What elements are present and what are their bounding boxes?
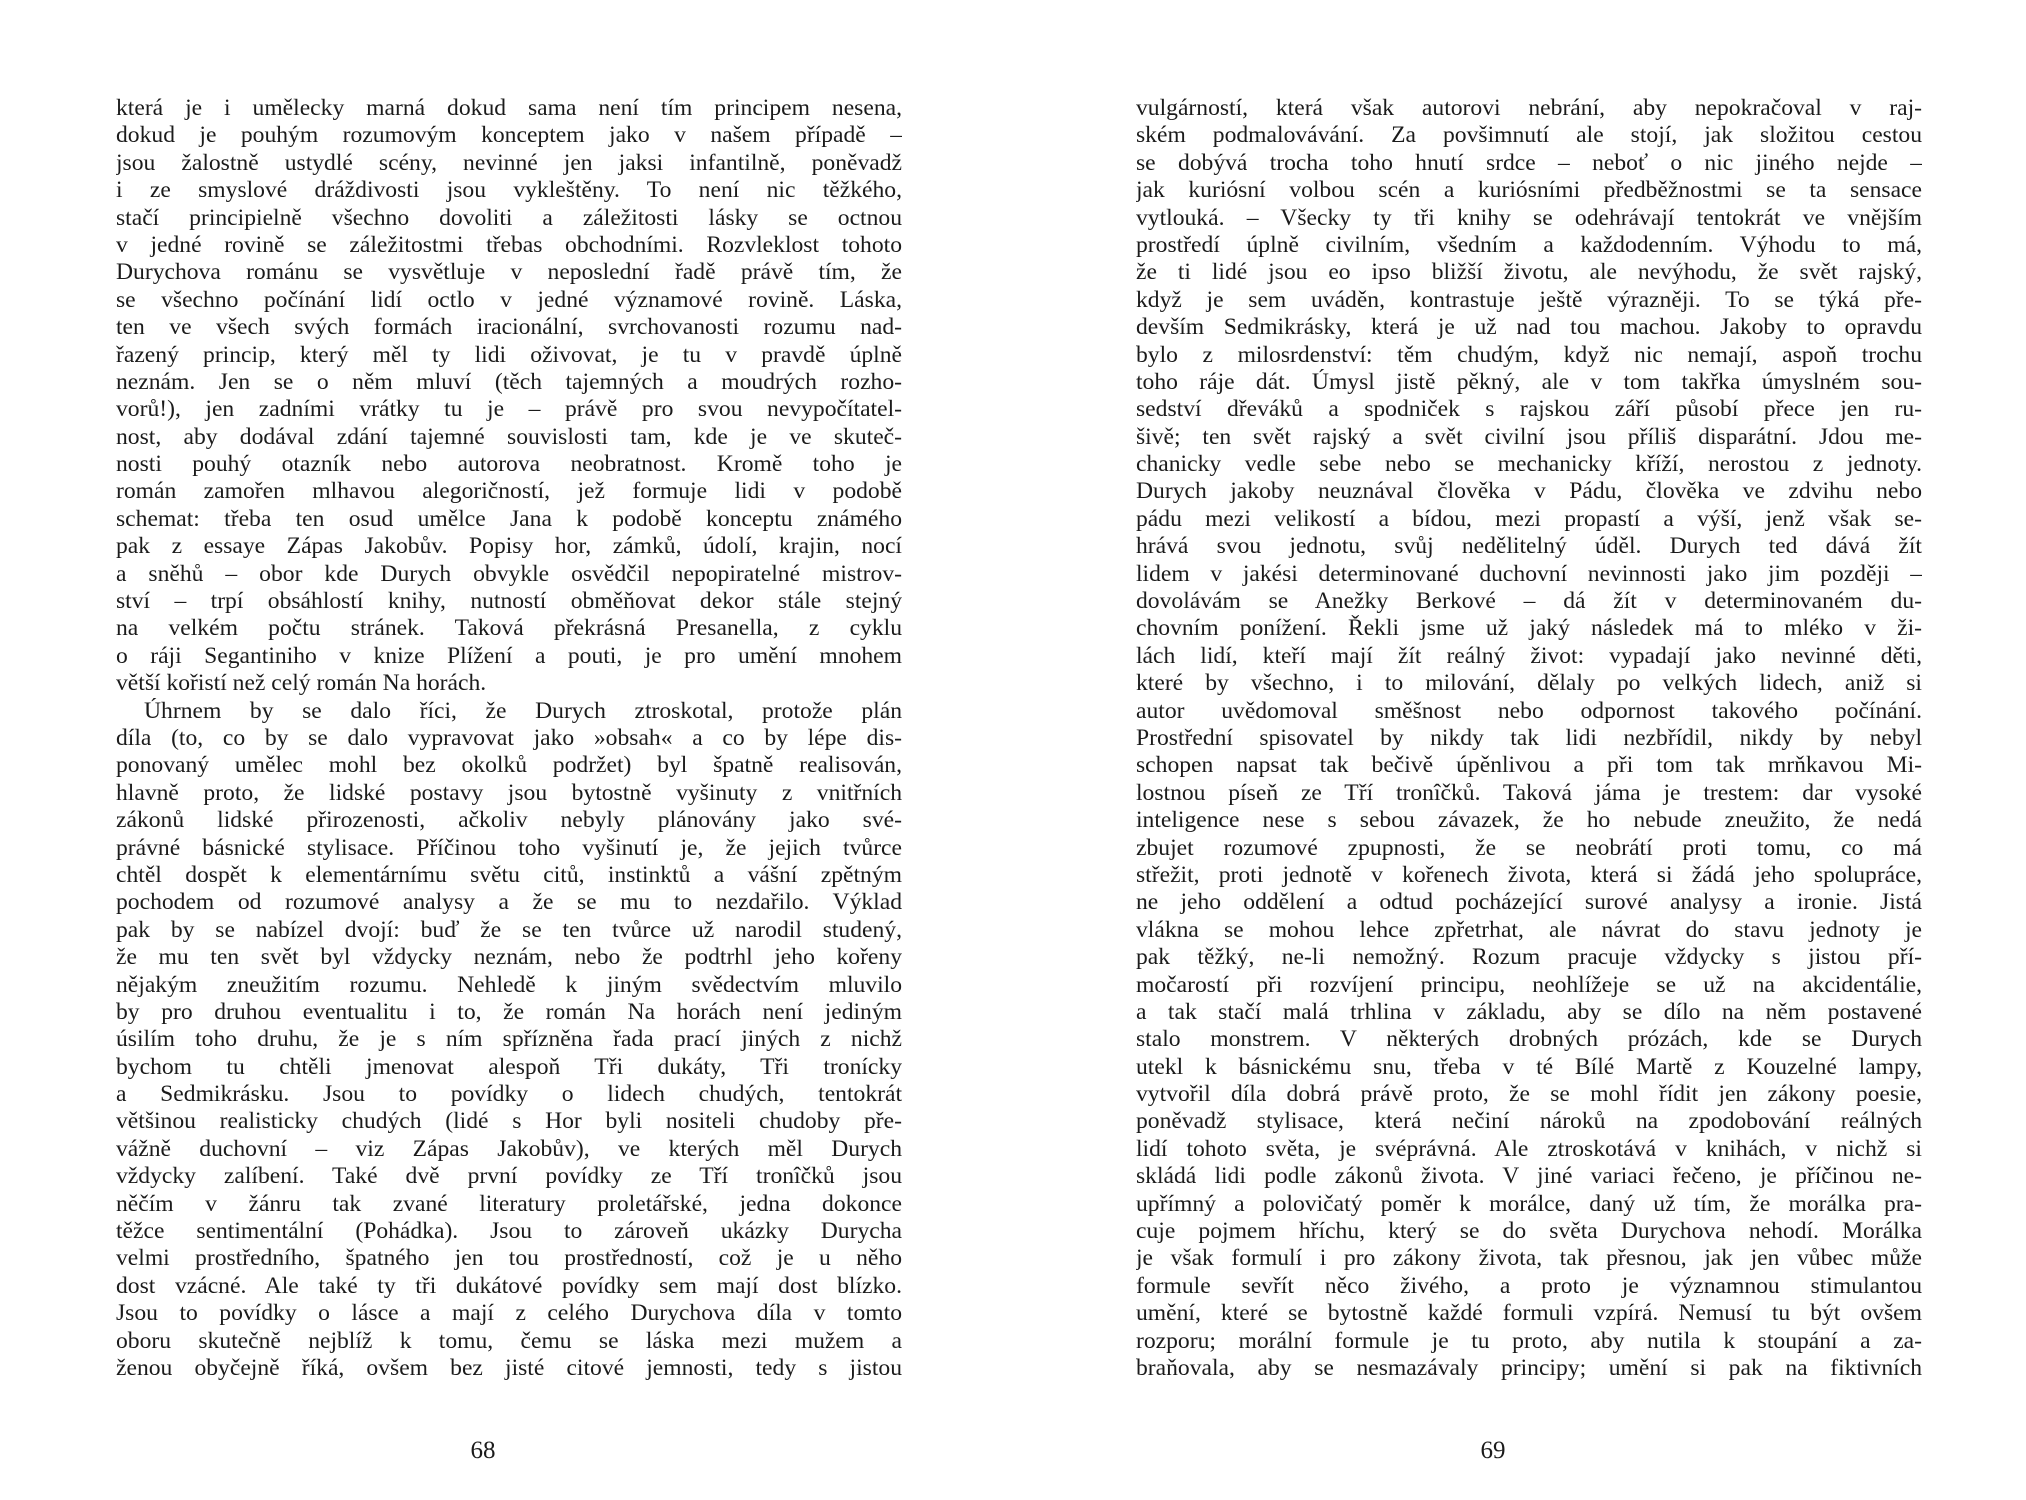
right-page-text (1136, 95, 1922, 1382)
text-line: ženou obyčejně říká, ovšem bez jisté citové jemnosti, tedy s jistou (116, 1354, 902, 1381)
text-line: vytvořil díla dobrá právě proto, že se mohl řídit jen zákony poesie, (1136, 1081, 1922, 1108)
text-line: že ti lidé jsou eo ipso bližší životu, ale nevýhodu, že svět rajský, (1136, 259, 1922, 286)
text-line: a tak stačí malá trhlina v základu, aby se dílo na něm postavené (1136, 998, 1922, 1025)
left-page-text (116, 95, 902, 1382)
text-line: hrává svou jednotu, svůj nedělitelný úděl. Durych ted dává žít (1136, 533, 1922, 560)
text-line: vulgárností, která však autorovi nebrání, aby nepokračoval v raj- (1136, 95, 1922, 121)
text-line: které by všechno, i to milování, dělaly po velkých lidech, aniž si (1136, 670, 1922, 697)
text-line: v jedné rovině se záležitostmi třebas obchodními. Rozvleklost tohoto (116, 231, 902, 258)
text-line: sedství dřeváků a spodniček s rajskou září působí přece jen ru- (1136, 396, 1922, 423)
text-line: střežit, proti jednotě v kořenech života, která si žádá jeho spolupráce, (1136, 861, 1922, 888)
text-line: utekl k básnickému snu, třeba v té Bílé Martě z Kouzelné lampy, (1136, 1053, 1922, 1080)
text-line: nosti pouhý otazník nebo autorova neobratnost. Kromě toho je (116, 451, 902, 478)
text-line: pochodem od rozumové analysy a že se mu to nezdařilo. Výklad (116, 889, 902, 916)
text-line: díla (to, co by se dalo vypravovat jako »obsah« a co by lépe dis- (116, 724, 902, 751)
text-line: úsilím toho druhu, že je s ním spřízněna řada prací jiných z nichž (116, 1026, 902, 1053)
text-line: pádu mezi velikostí a bídou, mezi propastí a výší, jenž však se- (1136, 505, 1922, 532)
text-line: poněvadž stylisace, která nečiní nároků na zpodobování reálných (1136, 1108, 1922, 1135)
text-line: schopen napsat tak bečivě úpěnlivou a při tom tak mrňkavou Mi- (1136, 752, 1922, 779)
text-line: pak těžký, ne-li nemožný. Rozum pracuje vždycky s jistou pří- (1136, 944, 1922, 971)
text-line: inteligence nese s sebou závazek, že ho nebude zneužito, že nedá (1136, 807, 1922, 834)
text-line: právné básnické stylisace. Příčinou toho vyšinutí je, že jejich tvůrce (116, 834, 902, 861)
text-line: formule sevřít něco živého, a proto je významnou stimulantou (1136, 1272, 1922, 1299)
text-line: by pro druhou eventualitu i to, že román Na horách není jediným (116, 998, 902, 1025)
text-line: řazený princip, který měl ty lidi oživovat, je tu v pravdě úplně (116, 341, 902, 368)
text-line: ponovaný umělec mohl bez okolků podržet) byl špatně realisován, (116, 752, 902, 779)
text-line: vlákna se mohou lehce zpřetrhat, ale návrat do stavu jednoty je (1136, 916, 1922, 943)
text-line: stačí principielně všechno dovoliti a záležitosti lásky se octnou (116, 204, 902, 231)
text-line: chanicky vedle sebe nebo se mechanicky kříží, nerostou z jednoty. (1136, 451, 1922, 478)
text-line: a Sedmikrásku. Jsou to povídky o lidech chudých, tentokrát (116, 1081, 902, 1108)
text-line: bylo z milosrdenství: těm chudým, když nic nemají, aspoň trochu (1136, 341, 1922, 368)
text-line: neznám. Jen se o něm mluví (těch tajemných a moudrých rozho- (116, 368, 902, 395)
text-line: na velkém počtu stránek. Taková překrásná Presanella, z cyklu (116, 615, 902, 642)
text-line: devším Sedmikrásky, která je už nad tou machou. Jakoby to opravdu (1136, 314, 1922, 341)
text-line: šivě; ten svět rajský a svět civilní jsou příliš disparátní. Jdou me- (1136, 423, 1922, 450)
text-line: stalo monstrem. V některých drobných prózách, kde se Durych (1136, 1026, 1922, 1053)
text-line: lidí tohoto světa, je svéprávná. Ale ztroskotává v knihách, v nichž si (1136, 1135, 1922, 1162)
text-line: lostnou píseň ze Tří tronîčků. Taková jáma je trestem: dar vysoké (1136, 779, 1922, 806)
text-line: nost, aby dodával zdání tajemné souvislosti tam, kde je ve skuteč- (116, 423, 902, 450)
text-line: autor uvědomoval směšnost nebo odpornost takového počínání. (1136, 697, 1922, 724)
text-line: o ráji Segantiniho v knize Plížení a pouti, je pro umění mnohem (116, 642, 902, 669)
text-line: braňovala, aby se nesmazávaly principy; umění si pak na fiktivních (1136, 1354, 1922, 1381)
text-line: močarostí při rozvíjení principu, neohlížeje se už na akcidentálie, (1136, 971, 1922, 998)
text-line: i ze smyslové dráždivosti jsou vykleštěny. To není nic těžkého, (116, 177, 902, 204)
text-line: zbujet rozumové zpupnosti, že se neobrátí proti tomu, co má (1136, 834, 1922, 861)
text-line: oboru skutečně nejblíž k tomu, čemu se láska mezi mužem a (116, 1327, 902, 1354)
text-line: lách lidí, kteří mají žít reálný život: vypadají jako nevinné děti, (1136, 642, 1922, 669)
text-line: se všechno počínání lidí octlo v jedné významové rovině. Láska, (116, 286, 902, 313)
text-line: že mu ten svět byl vždycky neznám, nebo že podtrhl jeho kořeny (116, 944, 902, 971)
text-line: pak by se nabízel dvojí: buď že se ten tvůrce už narodil studený, (116, 916, 902, 943)
text-line: vždycky zalíbení. Také dvě první povídky ze Tří tronîčků jsou (116, 1163, 902, 1190)
text-line: zákonů lidské přirozenosti, ačkoliv nebyly plánovány jako své- (116, 807, 902, 834)
text-line: jak kuriósní volbou scén a kuriósními předběžnostmi se ta sensace (1136, 177, 1922, 204)
text-line: větší kořistí než celý román Na horách. (116, 670, 487, 697)
text-line: jsou žalostně ustydlé scény, nevinné jen jaksi infantilně, poněvadž (116, 149, 902, 176)
text-line: prostředí úplně civilním, všedním a každodenním. Výhodu to má, (1136, 231, 1922, 258)
text-line: ne jeho oddělení a odtud pocházející surové analysy a ironie. Jistá (1136, 889, 1922, 916)
text-line: Durych jakoby neuznával člověka v Pádu, člověka ve zdvihu nebo (1136, 478, 1922, 505)
page-number-right: 69 (1480, 1437, 1506, 1464)
text-line: dost vzácné. Ale také ty tři dukátové povídky sem mají dost blízko. (116, 1272, 902, 1299)
text-line: ském podmalovávání. Za povšimnutí ale stojí, jak složitou cestou (1136, 122, 1922, 149)
text-line: lidem v jakési determinované duchovní nevinnosti jako jim později – (1136, 560, 1922, 587)
text-line: Jsou to povídky o lásce a mají z celého Durychova díla v tomto (116, 1300, 902, 1327)
right-page (1136, 95, 1922, 1500)
left-page (116, 95, 902, 1500)
text-line: rozporu; morální formule je tu proto, aby nutila k stoupání a za- (1136, 1327, 1922, 1354)
text-line: je však formulí i pro zákony života, tak přesnou, jak jen vůbec může (1136, 1245, 1922, 1272)
text-line: pak z essaye Zápas Jakobův. Popisy hor, zámků, údolí, krajin, nocí (116, 533, 902, 560)
text-line: chtěl dospět k elementárnímu světu citů, instinktů a vášní zpětným (116, 861, 902, 888)
text-line: upřímný a polovičatý poměr k morálce, daný už tím, že morálka pra- (1136, 1190, 1922, 1217)
page-number-left: 68 (470, 1437, 496, 1464)
text-line: když je sem uváděn, kontrastuje ještě výrazněji. To se týká pře- (1136, 286, 1922, 313)
text-line: a sněhů – obor kde Durych obvykle osvědčil nepopiratelné mistrov- (116, 560, 902, 587)
text-line: schemat: třeba ten osud umělce Jana k podobě konceptu známého (116, 505, 902, 532)
text-line: Prostřední spisovatel by nikdy tak lidi nezbřídil, nikdy by nebyl (1136, 724, 1922, 751)
text-line: chovním ponížení. Řekli jsme už jaký následek má to mléko v ži- (1136, 615, 1922, 642)
text-line: hlavně proto, že lidské postavy jsou bytostně vyšinuty z vnitřních (116, 779, 902, 806)
text-line: těžce sentimentální (Pohádka). Jsou to zároveň ukázky Durycha (116, 1218, 902, 1245)
text-line: ten ve všech svých formách iracionální, svrchovanosti rozumu nad- (116, 314, 902, 341)
text-line: dovolávám se Anežky Berkové – dá žít v determinovaném du- (1136, 588, 1922, 615)
text-line: Durychova románu se vysvětluje v neposlední řadě právě tím, že (116, 259, 902, 286)
text-line: nějakým zneužitím rozumu. Nehledě k jiným svědectvím mluvilo (116, 971, 902, 998)
text-line: velmi prostředního, špatného jen tou prostředností, což je u něho (116, 1245, 902, 1272)
text-line: Úhrnem by se dalo říci, že Durych ztroskotal, protože plán (144, 697, 902, 724)
text-line: bychom tu chtěli jmenovat alespoň Tři dukáty, Tři tronícky (116, 1053, 902, 1080)
text-line: která je i umělecky marná dokud sama není tím principem nesena, (116, 95, 902, 121)
text-line: umění, které se bytostně každé formuli vzpírá. Nemusí tu být ovšem (1136, 1300, 1922, 1327)
text-line: ství – trpí obsáhlostí knihy, nutností obměňovat dekor stále stejný (116, 588, 902, 615)
text-line: se dobývá trocha toho hnutí srdce – neboť o nic jiného nejde – (1136, 149, 1922, 176)
text-line: většinou realisticky chudých (lidé s Hor byli nositeli chudoby pře- (116, 1108, 902, 1135)
text-line: vážně duchovní – viz Zápas Jakobův), ve kterých měl Durych (116, 1135, 902, 1162)
text-line: skládá lidi podle zákonů života. V jiné variaci řečeno, je příčinou ne- (1136, 1163, 1922, 1190)
text-line: vorů!), jen zadními vrátky tu je – právě pro svou nevypočítatel- (116, 396, 902, 423)
text-line: cuje pojmem hříchu, který se do světa Durychova nehodí. Morálka (1136, 1218, 1922, 1245)
text-line: dokud je pouhým rozumovým konceptem jako v našem případě – (116, 122, 902, 149)
text-line: román zamořen mlhavou alegoričností, jež formuje lidi v podobě (116, 478, 902, 505)
text-line: vytlouká. – Všecky ty tři knihy se odehrávají tentokrát ve vnějším (1136, 204, 1922, 231)
text-line: něčím v žánru tak zvané literatury proletářské, jedna dokonce (116, 1190, 902, 1217)
text-line: toho ráje dát. Úmysl jistě pěkný, ale v tom takřka úmyslném sou- (1136, 368, 1922, 395)
